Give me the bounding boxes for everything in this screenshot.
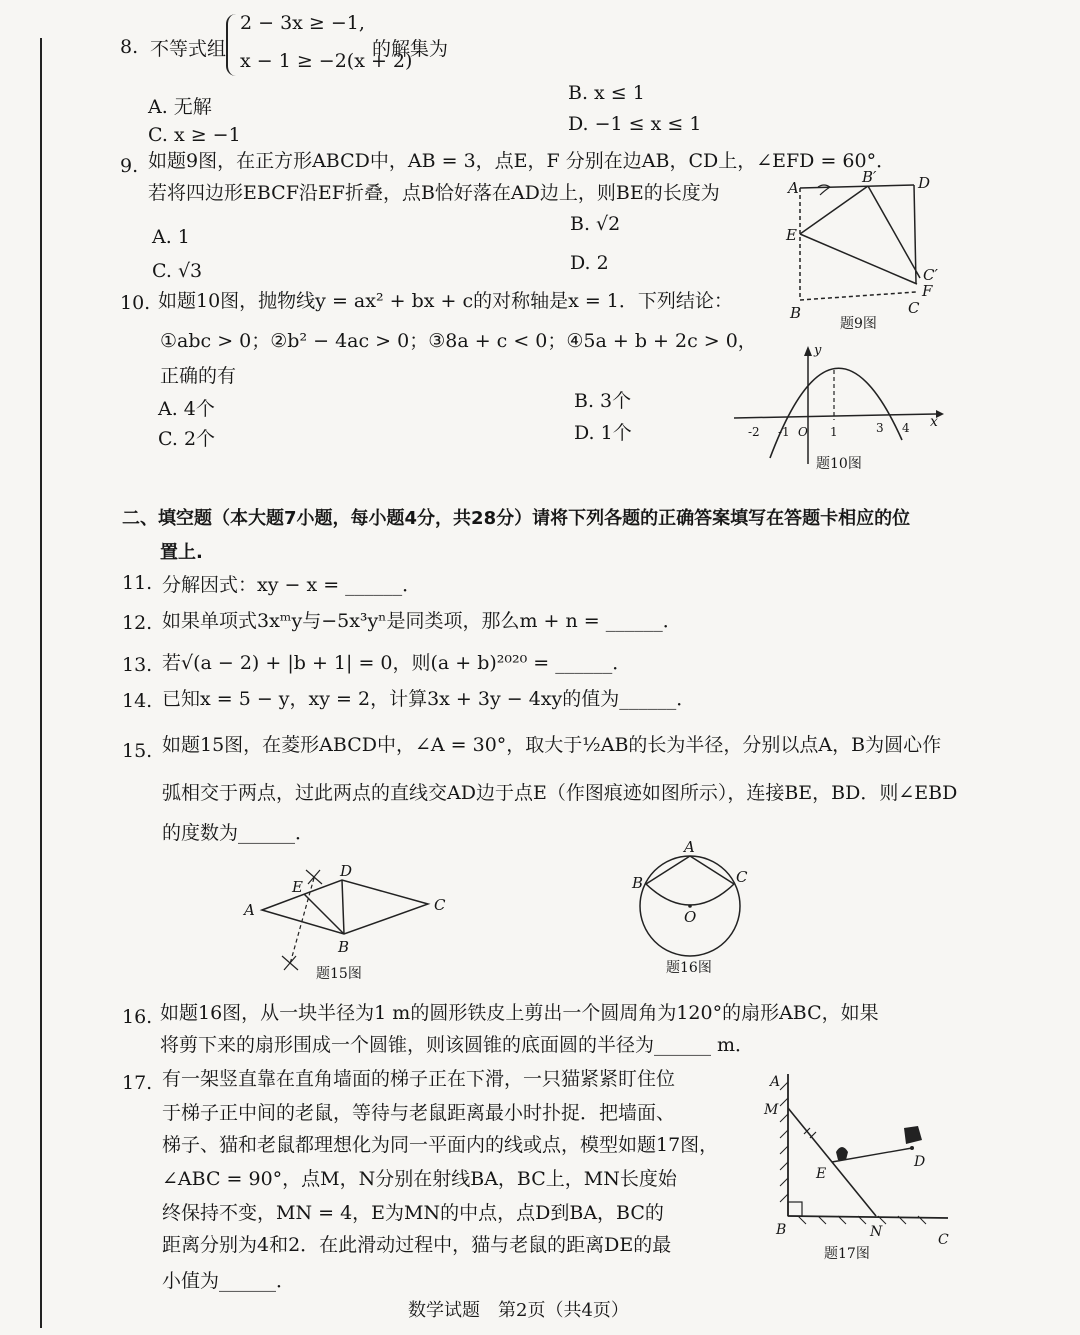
q9-number: 9. — [120, 155, 139, 177]
q15-arc-mark-top — [306, 870, 322, 884]
q16-figure — [626, 836, 766, 980]
page-footer: 数学试题 第2页（共4页） — [408, 1300, 629, 1321]
q17-point-d — [910, 1146, 914, 1150]
q9-mark-3 — [818, 185, 830, 195]
q17-line-3: 梯子、猫和老鼠都理想化为同一平面内的线或点，模型如题17图， — [162, 1134, 719, 1156]
q17-line-1: 有一架竖直靠在直角墙面的梯子正在下滑，一只猫紧紧盯住位 — [162, 1068, 676, 1090]
q10-label-origin: O — [798, 425, 808, 439]
q10-option-d: D. 1个 — [574, 422, 632, 444]
q8-option-c: C. x ≥ −1 — [148, 124, 241, 146]
q10-figure — [730, 340, 950, 476]
q15-number: 15. — [122, 740, 153, 762]
q9-option-b: B. √2 — [570, 213, 621, 235]
q15-label-b: B — [338, 938, 350, 956]
q16-label-a: A — [684, 838, 695, 856]
q16-radius-ab — [646, 856, 690, 884]
q9-label-f: F — [922, 282, 933, 300]
q10-line-1: 如题10图，抛物线y = ax² + bx + c的对称轴是x = 1．下列结论： — [158, 290, 733, 312]
q10-option-c: C. 2个 — [158, 428, 216, 450]
q9-label-a: A — [788, 179, 799, 197]
q17-cat-icon — [904, 1126, 922, 1144]
q17-label-a: A — [770, 1074, 781, 1090]
q10-option-a: A. 4个 — [158, 398, 215, 420]
q9-label-b: B — [790, 304, 802, 322]
q10-number: 10. — [120, 292, 151, 314]
q15-segment-bd — [342, 880, 344, 934]
q17-caption: 题17图 — [824, 1246, 870, 1262]
section-2-heading: 二、填空题（本大题7小题，每小题4分，共28分）请将下列各题的正确答案填写在答题卡相应的位 — [122, 508, 911, 529]
q13-text: 若√(a − 2) + |b + 1| = 0，则(a + b)²⁰²⁰ = ______． — [162, 652, 632, 674]
q9-label-e: E — [786, 226, 797, 244]
q9-label-d: D — [918, 174, 931, 192]
q8-inequality-1: 2 − 3x ≥ −1, — [240, 12, 365, 34]
q9-label-b-prime: B′ — [862, 168, 877, 186]
q17-figure — [758, 1068, 958, 1268]
q17-mouse-icon — [836, 1147, 848, 1160]
q17-label-d: D — [914, 1154, 926, 1170]
q14-number: 14. — [122, 690, 153, 712]
q10-line-2: ①abc > 0；②b² − 4ac > 0；③8a + c < 0；④5a + b + 2c > 0， — [160, 330, 757, 352]
q10-label-x: x — [930, 414, 938, 430]
q11-text: 分解因式：xy − x = ______． — [162, 574, 422, 596]
q15-label-d: D — [340, 862, 353, 880]
q8-brace — [226, 14, 238, 76]
q16-label-c: C — [736, 868, 748, 886]
q9-side-ad — [800, 185, 914, 188]
q8-prefix: 不等式组 — [150, 38, 227, 60]
q9-label-c-prime: C′ — [923, 266, 938, 284]
q10-label-neg2: -2 — [748, 425, 760, 439]
q10-label-neg1: -1 — [778, 425, 790, 439]
q13-number: 13. — [122, 654, 153, 676]
q10-label-3: 3 — [876, 421, 884, 435]
q15-figure — [238, 858, 458, 988]
q12-text: 如果单项式3xᵐy与−5x³yⁿ是同类项，那么m + n = ______． — [162, 610, 682, 632]
q14-text: 已知x = 5 − y，xy = 2，计算3x + 3y − 4xy的值为______． — [162, 688, 696, 710]
q16-caption: 题16图 — [666, 960, 712, 976]
q11-number: 11. — [122, 572, 153, 594]
q9-option-a: A. 1 — [152, 226, 190, 248]
q17-label-e: E — [816, 1166, 827, 1182]
q15-caption: 题15图 — [316, 966, 362, 982]
q16-label-o: O — [684, 908, 697, 926]
q17-label-n: N — [870, 1224, 883, 1240]
q10-x-axis — [734, 414, 936, 418]
q16-radius-ac — [690, 856, 734, 884]
q8-option-b: B. x ≤ 1 — [568, 82, 645, 104]
q15-label-a: A — [244, 901, 255, 919]
q9-line-1: 如题9图，在正方形ABCD中，AB = 3，点E，F 分别在边AB，CD上，∠EFD = 60°． — [148, 150, 896, 172]
q17-floor — [788, 1216, 948, 1218]
q10-label-4: 4 — [902, 421, 910, 435]
q9-segment-eb-prime — [800, 186, 868, 234]
q16-line-1: 如题16图，从一块半径为1 m的圆形铁皮上剪出一个圆周角为120°的扇形ABC，如果 — [160, 1002, 879, 1024]
q10-line-3: 正确的有 — [160, 365, 237, 387]
q15-label-c: C — [434, 896, 446, 914]
q17-label-m: M — [764, 1102, 779, 1118]
q15-line-2: 弧相交于两点，过此两点的直线交AD边于点E（作图痕迹如图所示），连接BE，BD．则∠EBD — [162, 782, 958, 804]
section-2-heading-cont: 置上. — [160, 542, 203, 563]
q10-y-arrow — [804, 346, 812, 356]
q8-option-a: A. 无解 — [148, 96, 212, 118]
q17-wall-hatch — [780, 1082, 788, 1202]
q17-right-angle — [788, 1202, 802, 1216]
q10-parabola — [770, 368, 902, 458]
q15-label-e: E — [292, 878, 303, 896]
q15-line-1: 如题15图，在菱形ABCD中，∠A = 30°，取大于½AB的长为半径，分别以点A，B为圆心作 — [162, 734, 942, 756]
q8-inequality-2: x − 1 ≥ −2(x + 2) — [240, 50, 413, 72]
q15-rhombus — [262, 880, 428, 934]
q9-segment-b-prime-c-prime — [868, 186, 920, 278]
q9-line-2: 若将四边形EBCF沿EF折叠，点B恰好落在AD边上，则BE的长度为 — [148, 182, 720, 204]
q17-label-c: C — [938, 1232, 949, 1248]
q9-side-bc — [800, 292, 916, 300]
q9-option-c: C. √3 — [152, 260, 203, 282]
q8-option-d: D. −1 ≤ x ≤ 1 — [568, 113, 702, 135]
q15-arc-mark-bottom — [282, 956, 298, 970]
q16-line-2: 将剪下来的扇形围成一个圆锥，则该圆锥的底面圆的半径为______ m． — [160, 1034, 755, 1056]
margin-line — [40, 38, 42, 1328]
q17-label-b: B — [776, 1222, 787, 1238]
q9-option-d: D. 2 — [570, 252, 609, 274]
q16-number: 16. — [122, 1006, 153, 1028]
q15-line-3: 的度数为______． — [162, 822, 315, 844]
q8-number: 8. — [120, 36, 139, 58]
q17-number: 17. — [122, 1072, 153, 1094]
q10-label-1: 1 — [830, 425, 838, 439]
q9-label-c: C — [908, 299, 920, 317]
q10-caption: 题10图 — [816, 456, 862, 472]
q9-figure — [780, 168, 960, 333]
q17-line-7: 小值为______． — [162, 1270, 296, 1292]
q16-sector-arc — [646, 884, 734, 905]
q17-line-5: 终保持不变，MN = 4，E为MN的中点，点D到BA，BC的 — [162, 1202, 664, 1224]
q12-number: 12. — [122, 612, 153, 634]
q17-line-4: ∠ABC = 90°，点M，N分别在射线BA，BC上，MN长度始 — [162, 1168, 677, 1190]
q17-line-2: 于梯子正中间的老鼠，等待与老鼠距离最小时扑捉．把墙面、 — [162, 1102, 676, 1124]
q9-caption: 题9图 — [840, 316, 877, 332]
q10-option-b: B. 3个 — [574, 390, 632, 412]
q8-suffix: 的解集为 — [372, 38, 449, 60]
q16-label-b: B — [632, 874, 644, 892]
q10-label-y: y — [814, 343, 822, 358]
q17-line-6: 距离分别为4和2．在此滑动过程中，猫与老鼠的距离DE的最 — [162, 1234, 672, 1256]
